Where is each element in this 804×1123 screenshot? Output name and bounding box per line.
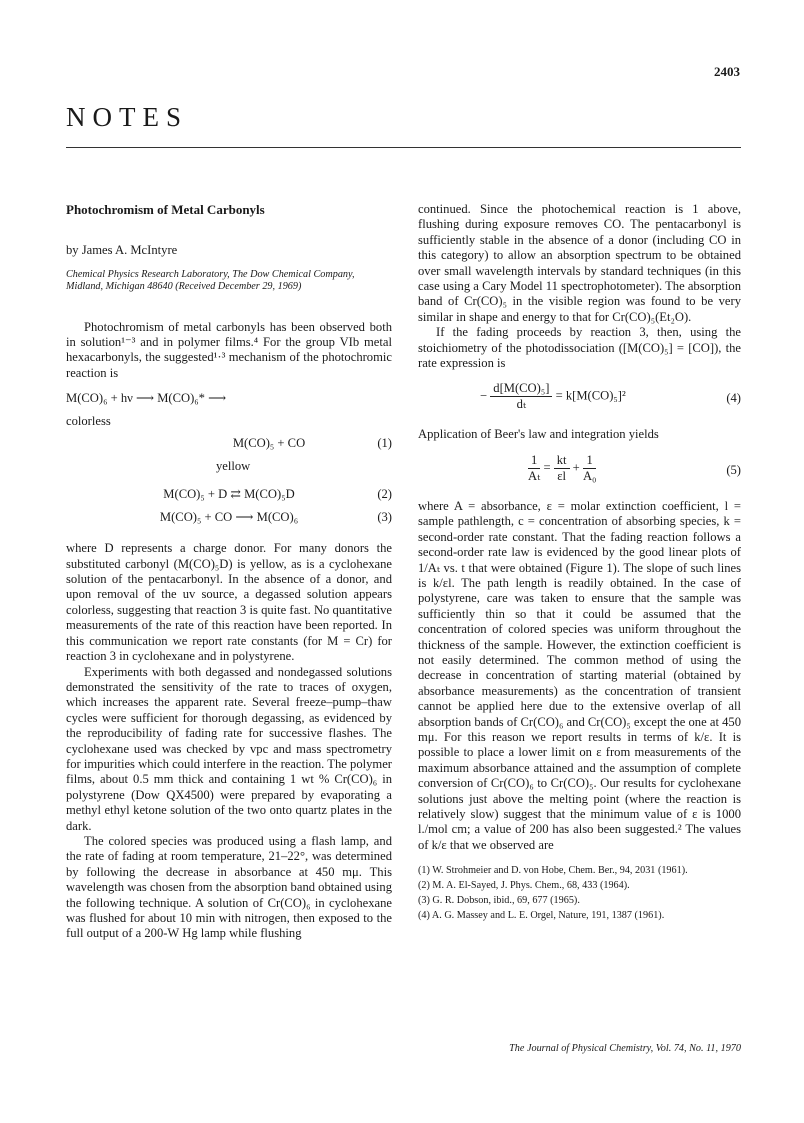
body-paragraph: where A = absorbance, ε = molar extinction coefficient, l = sample pathlength, c = concentration of absorbing species, k = second-order rate constant. That the fading reaction follows a second-order rate law is evidenced by the good linear plots of 1/Aₜ vs. t that were obtained (Figure 1). The slope of such lines is k/εl. The path length is readily obtained. In the case of polystyrene, care was taken to ensure that the sample was sufficiently thin so that it could be assumed that the concentration of colored species was uniform throughout the thickness of the sample. However, the extinction coefficient is not easily determined. The common method of using the decrease in concentration of starting material (obtained by absorbance measurements) as the concentration of transient cannot be applied here due to the extensive overlap of all absorption bands of Cr(CO)₆ and Cr(CO)₅ except the one at 450 mμ. For this reason we report results in terms of k/ε. It is possible to place a lower limit on ε from measurements of the maximum absorbance attained and the assumption of complete conversion of Cr(CO)₆ to Cr(CO)₅. Our results for cyclohexane solutions just above the melting point (where the reaction is relatively slow) suggest that the minimum value of ε is 1000 l./mol cm; a value of 200 has also been suggested.² The values of k/ε that we observed are (418, 498, 741, 852)
equation-2-number: (2) (377, 487, 392, 502)
equation-5-term-b (554, 453, 570, 484)
equation-2 (66, 487, 392, 510)
header-rule (66, 147, 741, 148)
equation-1-line-1 (66, 391, 392, 414)
equation-4-numerator: d[M(CO)₅] (490, 381, 552, 397)
equation-1-colorless (66, 414, 392, 436)
equation-4-minus: − (480, 388, 488, 403)
body-paragraph: The colored species was produced using a flash lamp, and the rate of fading at room temperature, 21–22°, was determined by following the decrease in absorbance at 450 mμ. This wavelength was chosen from the absorption band obtained using the following technique. A solution of Cr(CO)₆ in cyclohexane was flushed for about 10 min with nitrogen, then exposed to the full output of a 200-W Hg lamp while flushing (66, 833, 392, 941)
equation-1-colorless-label: colorless (66, 414, 111, 429)
footnote: (4) A. G. Massey and L. E. Orgel, Nature, 191, 1387 (1961). (418, 910, 665, 922)
footnote: (3) G. R. Dobson, ibid., 69, 677 (1965). (418, 895, 580, 907)
equation-5 (418, 449, 741, 493)
equation-5-equals: = (543, 460, 554, 475)
footnote: (2) M. A. El-Sayed, J. Phys. Chem., 68, 433 (1964). (418, 880, 630, 892)
page-number: 2403 (714, 64, 740, 79)
equation-5-term-a-bottom: Aₜ (528, 468, 541, 483)
article-title: Photochromism of Metal Carbonyls (66, 202, 265, 217)
equation-4 (418, 377, 741, 421)
right-column (418, 202, 741, 923)
equation-4-denominator: dₜ (516, 397, 527, 412)
equation-5-term-c-top: 1 (583, 453, 597, 469)
equation-5-plus: + (572, 460, 583, 475)
equation-3 (66, 510, 392, 533)
equation-5-term-b-top: kt (554, 453, 570, 469)
equation-5-term-b-bottom: εl (557, 468, 567, 483)
section-heading: NOTES (66, 102, 188, 132)
body-paragraph: If the fading proceeds by reaction 3, then, using the stoichiometry of the photodissociation ([M(CO)₅] = [CO]), the rate expression is (418, 325, 741, 371)
article-byline: by James A. McIntyre (66, 243, 178, 258)
body-paragraph: Experiments with both degassed and nondegassed solutions demonstrated the sensitivity of the rate to traces of oxygen, which increases the apparent rate. Several freeze–pump–thaw cycles were sufficient for thorough degassing, as evidenced by the reproducibility of fading rate for successive flashes. The cyclohexane used was checked by vpc and mass spectrometry for impurities which could interfere in the reaction. The polymer films, about 0.5 mm thick and containing 1 wt % Cr(CO)₆ in polystyrene (Dow QX4500) were prepared by evaporating a methyl ethyl ketone solution of the two onto quartz plates in the dark. (66, 664, 392, 833)
equation-5-term-a (528, 453, 540, 484)
equation-4-fraction (490, 381, 552, 412)
equation-2-text: M(CO)₅ + D ⇄ M(CO)₅D (163, 487, 295, 502)
equation-1-text: M(CO)₆ + hν ⟶ M(CO)₆* ⟶ (66, 391, 227, 406)
intro-paragraph: Photochromism of metal carbonyls has been observed both in solution¹⁻³ and in polymer films.⁴ For the group VIb metal hexacarbonyls, the suggested¹·³ mechanism of the photochromic reaction is (66, 319, 392, 380)
equation-5-term-c (583, 453, 597, 484)
equation-1-yellow-label: yellow (216, 459, 251, 474)
equation-4-rhs: = k[M(CO)₅]² (555, 388, 626, 403)
equation-5-term-c-bottom: A₀ (582, 468, 597, 483)
body-paragraph: Application of Beer's law and integration yields (418, 427, 659, 442)
equation-1-line-2 (66, 436, 392, 459)
footnote: (1) W. Strohmeier and D. von Hobe, Chem. Ber., 94, 2031 (1961). (418, 865, 688, 877)
equation-1-product: M(CO)₅ + CO (232, 436, 306, 451)
equation-5-number: (5) (726, 462, 741, 477)
body-paragraph: where D represents a charge donor. For many donors the substituted carbonyl (M(CO)₅D) is yellow, as is a cyclohexane solution of the pentacarbonyl. In the absence of a donor, and upon removal of the uv source, a degassed solution appears colorless, suggesting that reaction 3 is quite fast. No quantitative measurements of the rate of this reaction have been reported. In this communication we report rate constants (for M = Cr) for reaction 3 in cyclohexane and in polystyrene. (66, 541, 392, 664)
left-column (66, 202, 392, 942)
body-paragraph: continued. Since the photochemical reaction is 1 above, flushing during exposure removes CO. The pentacarbonyl is sufficiently stable in the absence of a donor (including CO in this category) to allow an absorption spectrum to be obtained over small wavelength intervals by standard techniques (in this case using a Cary Model 11 spectrophotometer). The absorption band of Cr(CO)₅ in the visible region was found to be very similar in shape and energy to that for Cr(CO)₅(Et₂O). (418, 202, 741, 324)
equation-3-number: (3) (377, 510, 392, 525)
journal-footer: The Journal of Physical Chemistry, Vol. 74, No. 11, 1970 (509, 1043, 741, 1054)
article-affiliation: Chemical Physics Research Laboratory, The Dow Chemical Company, Midland, Michigan 48640 (Received December 29, 1969) (66, 268, 355, 293)
equation-5-term-a-top: 1 (528, 453, 540, 469)
footnotes (418, 863, 741, 923)
equation-4-number: (4) (726, 391, 741, 406)
equation-1-number: (1) (377, 436, 392, 451)
equation-3-text: M(CO)₅ + CO ⟶ M(CO)₆ (159, 510, 299, 525)
equation-1-yellow (66, 459, 392, 481)
